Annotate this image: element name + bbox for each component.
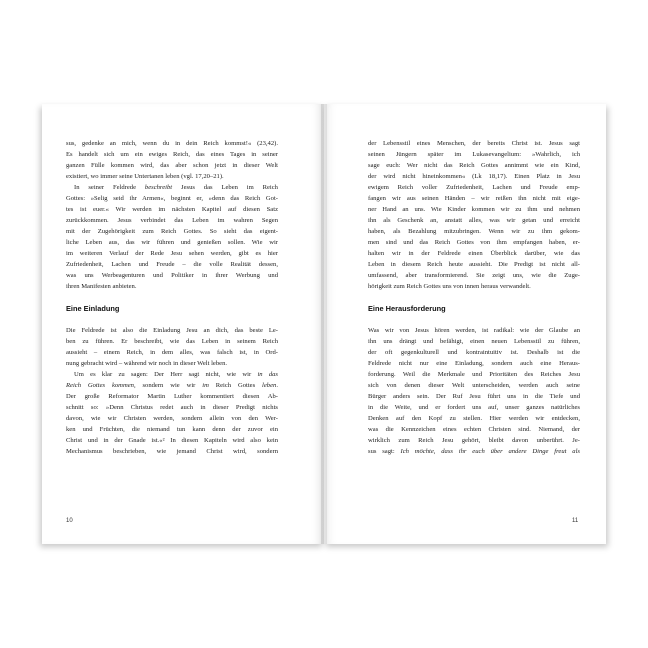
left-page (42, 104, 324, 544)
text-line: davon, wie wir Christen werden, sondern allein von den Wer- (66, 415, 278, 422)
text-line: Leben in diesem Reich heute aussieht. Die Predigt ist nicht all- (368, 261, 580, 268)
text-line: sich von denen dieser Welt unterscheiden, werden auch seine (368, 382, 580, 389)
text-line: der Lebensstil eines Menschen, der bereits Christ ist. Jesus sagt (368, 140, 580, 147)
left-page-text (66, 138, 278, 457)
text-line: der wird nicht hineinkommen« (Lk 18,17). Einen Platz in Jesu (368, 173, 580, 180)
text-line: sage euch: Wer nicht das Reich Gottes annimmt wie ein Kind, (368, 162, 580, 169)
text-line: liche Leben aus, das wir führen und genießen sollen. Wie wir (66, 239, 278, 246)
text-line: haben, als Bezahlung mitzubringen. Wenn wir zu ihm gekom- (368, 228, 580, 235)
text-line: fangen wir aus seinen Händen – wir reißen ihn nicht mit eige- (368, 195, 580, 202)
text-line: Was wir von Jesus hören werden, ist radikal: wie der Glaube an (368, 327, 580, 334)
text-line: Reich Gottes kommen, sondern wie wir im Reich Gottes leben. (66, 382, 278, 389)
text-line: ner Hand an uns. Wie Kinder kommen wir zu ihm und nehmen (368, 206, 580, 213)
text-line: was uns Werbeagenturen und Politiker in ihrer Werbung und (66, 272, 278, 279)
text-line: der oft gegenkulturell und kontraintuitiv ist. Deshalb ist die (368, 349, 580, 356)
right-page (324, 104, 606, 544)
text-line: seinen Jüngern später im Lukasevangelium: »Wahrlich, ich (368, 151, 580, 158)
book-gutter (321, 104, 327, 544)
text-line: mit der Zugehörigkeit zum Reich Gottes. So sieht das eigent- (66, 228, 278, 235)
text-line: Feldrede nicht nur eine Einladung, sondern auch eine Heraus- (368, 360, 580, 367)
text-line: sus sagt: Ich möchte, dass ihr euch über andere Dinge freut als (368, 448, 580, 455)
right-page-text (368, 138, 580, 457)
text-line: ihren Manifesten anbieten. (66, 283, 137, 290)
text-line: zurückkommen. Jesus verbindet das Leben im wahren Segen (66, 217, 278, 224)
text-line: was die Kennzeichen eines echten Christen sind. Niemand, der (368, 426, 580, 433)
text-line: Christ und in der Gnade ist.«² In diesen Kapiteln wird also kein (66, 437, 278, 444)
text-line: in die Weite, und er fordert uns auf, unser ganzes natürliches (368, 404, 580, 411)
text-line: hörigkeit zum Reich Gottes uns von innen heraus verwandelt. (368, 283, 531, 290)
text-line: existiert, wo immer seine Untertanen leben (vgl. 17,20–21). (66, 173, 224, 180)
text-line: ewigem Reich voller Zufriedenheit, Lachen und Freude emp- (368, 184, 580, 191)
text-line: Es handelt sich um ein ewiges Reich, das eines Tages in seiner (66, 151, 278, 158)
text-line: tes ist euer.« Wir werden im nächsten Kapitel auf diesen Satz (66, 206, 278, 213)
text-line: im weiteren Verlauf der Rede Jesu sehen werden, gibt es hier (66, 250, 278, 257)
text-line: Um es klar zu sagen: Der Herr sagt nicht, wie wir in das (74, 371, 278, 378)
text-line: In seiner Feldrede beschreibt Jesus das Leben im Reich (74, 184, 278, 191)
text-line: ken und Früchten, die niemand tun kann denn der zuvor ein (66, 426, 278, 433)
text-line: ihn als Geschenk an, anstatt alles, was wir getan und erreicht (368, 217, 580, 224)
text-line: aussieht – einem Reich, in dem alles, was falsch ist, in Ord- (66, 349, 278, 356)
text-line: Gottes: »Selig seid ihr Armen«, beginnt er, »denn das Reich Got- (66, 195, 278, 202)
text-line: umfassend, aber transformierend. Sie zeigt uns, wie die Zuge- (368, 272, 580, 279)
text-line: halten wir in der Feldrede einen Überblick darüber, wie das (368, 250, 580, 257)
page-number: 10 (66, 518, 73, 524)
book-spread (42, 104, 606, 544)
text-line: ben zu führen. Er beschreibt, wie das Leben in seinem Reich (66, 338, 278, 345)
text-line: sus, gedenke an mich, wenn du in dein Reich kommst!« (23,42). (66, 140, 278, 147)
text-line: Mechanismus beschrieben, wie jemand Christ wird, sondern (66, 448, 278, 455)
text-line: men sind und das Reich Gottes von ihm empfangen haben, er- (368, 239, 580, 246)
text-line: Der große Reformator Martin Luther kommentiert diesen Ab- (66, 393, 278, 400)
text-line: ihn uns drängt und befähigt, einen neuen Lebensstil zu führen, (368, 338, 580, 345)
text-line: ganzen Fülle kommen wird, das aber schon jetzt in dieser Welt (66, 162, 278, 169)
page-number: 11 (572, 518, 579, 524)
text-line: Bürger anders sein. Der Ruf Jesu führt uns in die Tiefe und (368, 393, 580, 400)
text-line: Die Feldrede ist also die Einladung Jesu an dich, das beste Le- (66, 327, 278, 334)
text-line: wirklich zum Reich Jesu gehört, bleibt davon unberührt. Je- (368, 437, 580, 444)
section-heading: Eine Einladung (66, 304, 120, 313)
section-heading: Eine Herausforderung (368, 304, 446, 313)
text-line: nung gebracht wird – während wir noch in dieser Welt leben. (66, 360, 228, 367)
text-line: Denken auf den Kopf zu stellen. Hier werden wir entdecken, (368, 415, 580, 422)
text-line: Zufriedenheit, Lachen und Freude – die volle Realität dessen, (66, 261, 278, 268)
text-line: forderung. Weil die Merkmale und Prioritäten des Reiches Jesu (368, 371, 580, 378)
text-line: schnitt so: »Denn Christus redet auch in dieser Predigt nichts (66, 404, 278, 411)
